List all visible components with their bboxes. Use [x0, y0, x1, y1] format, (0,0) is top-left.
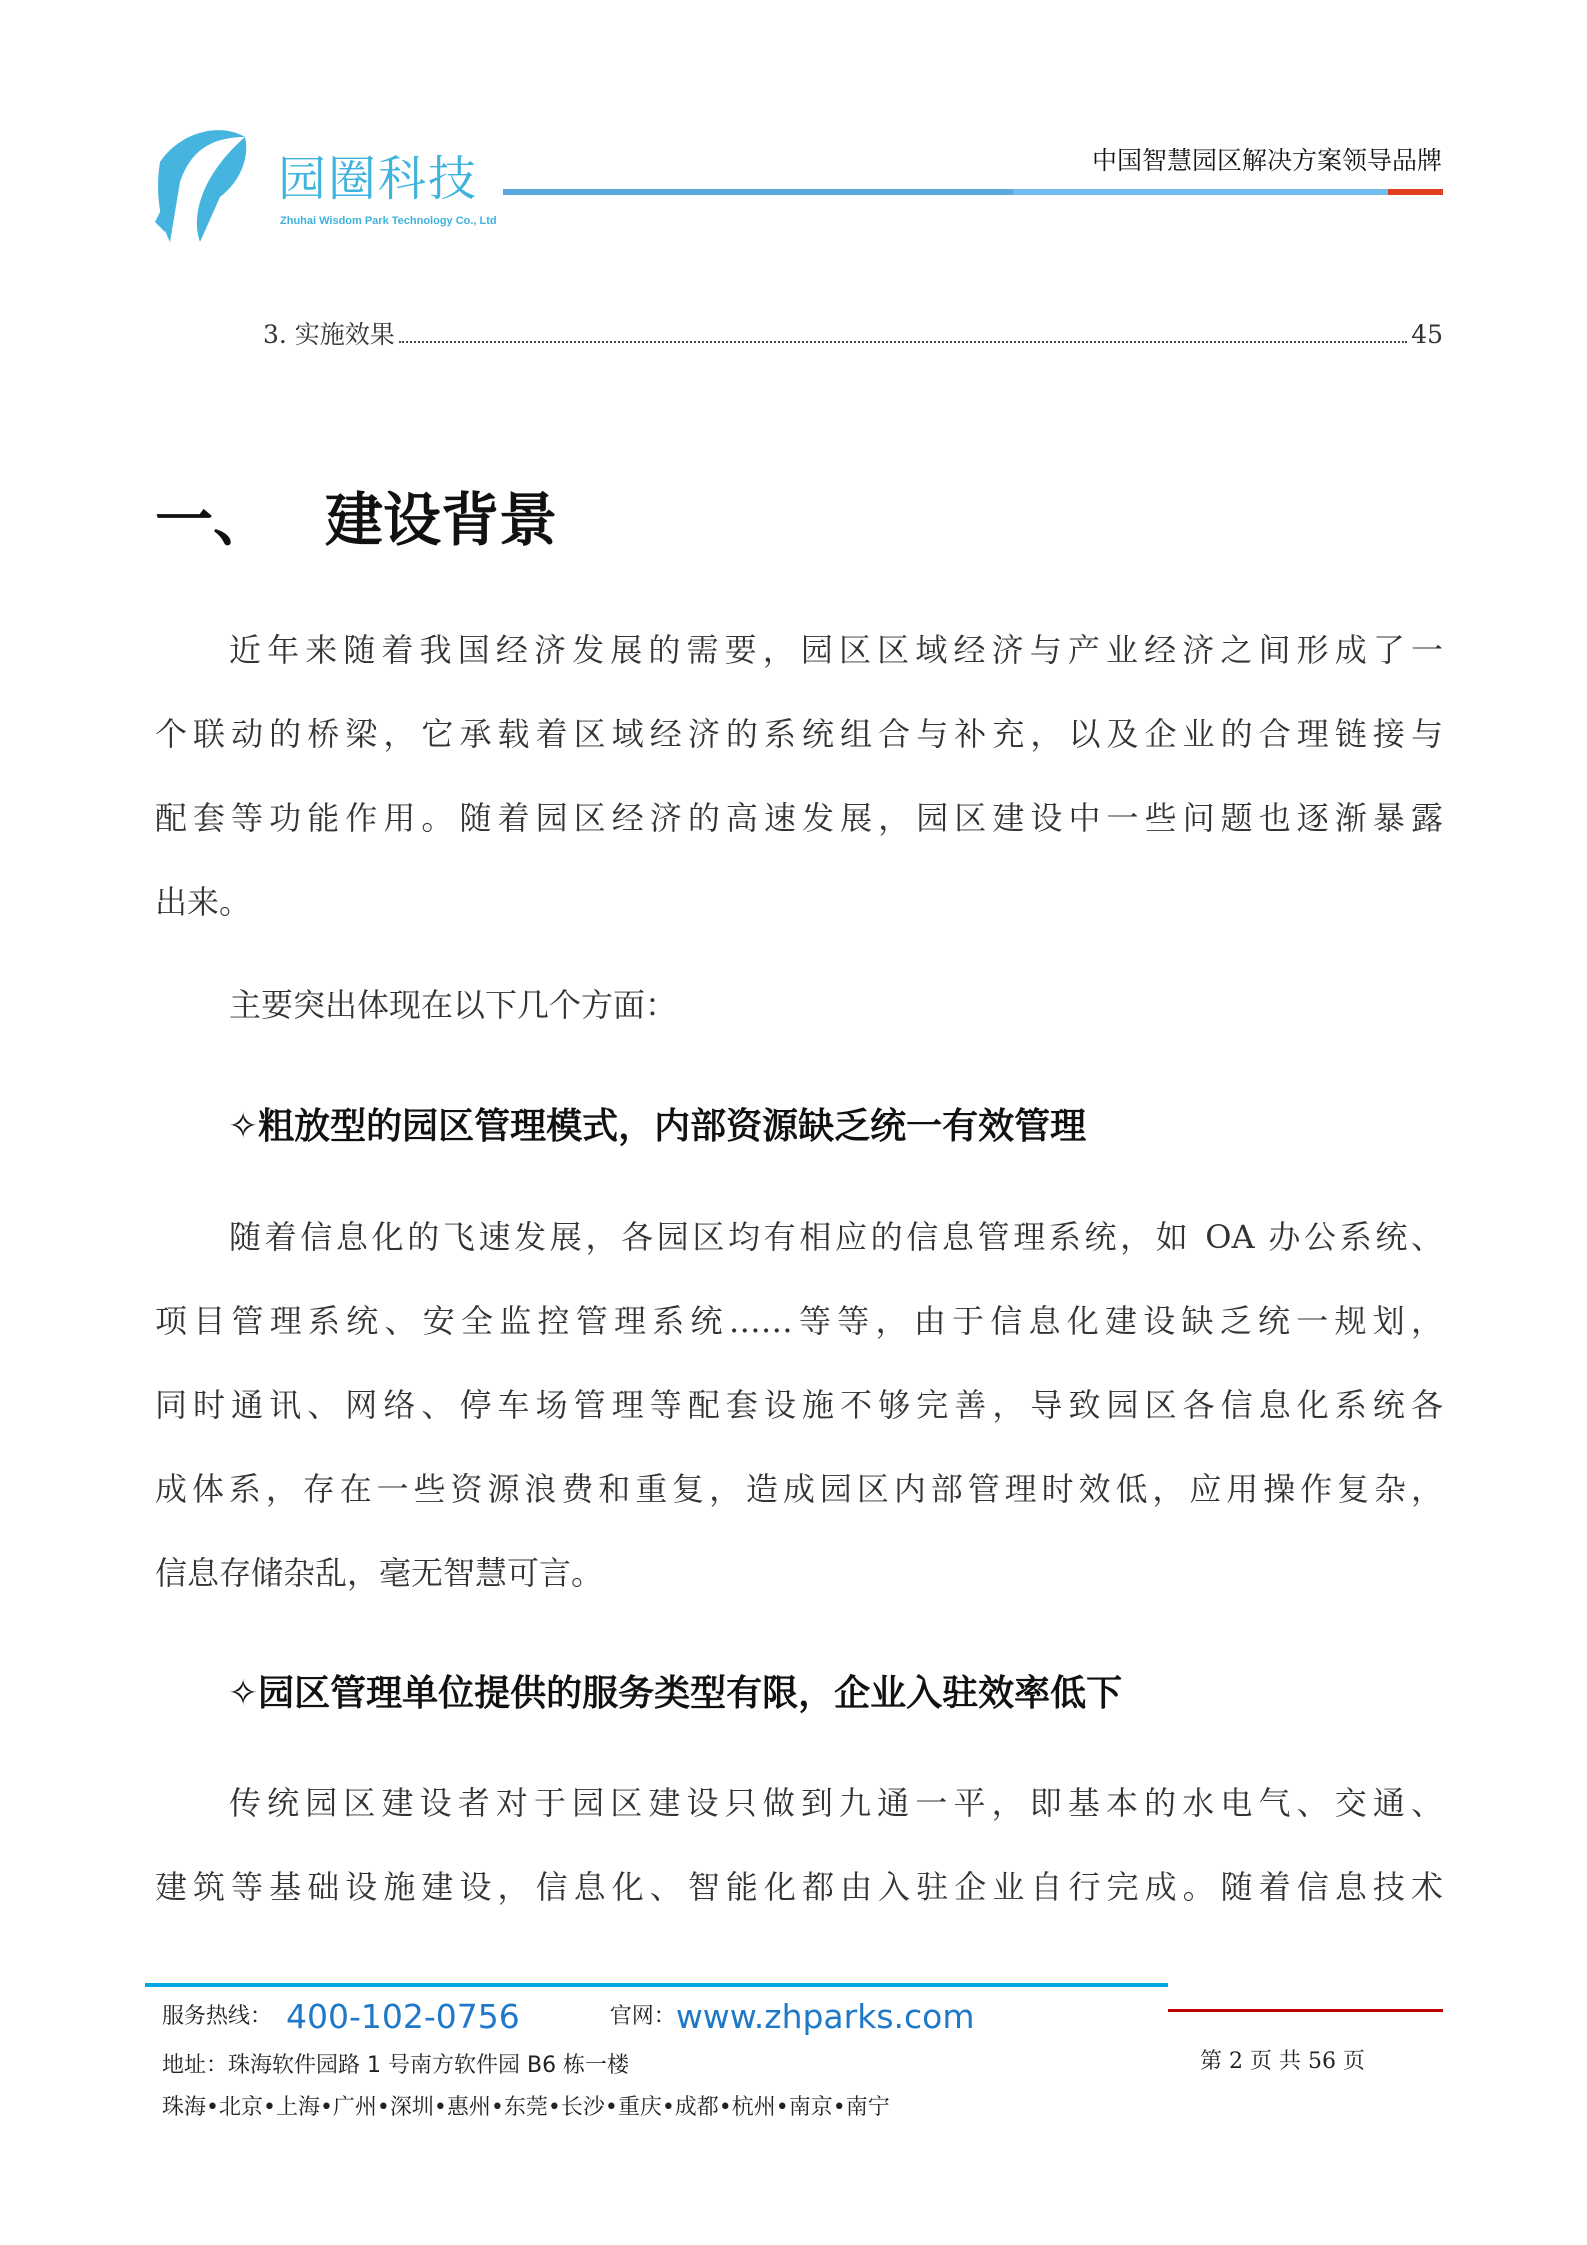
paragraph-services [155, 1761, 1443, 1929]
website-link[interactable]: www.zhparks.com [675, 1997, 975, 2036]
toc-leader [399, 341, 1407, 343]
hotline-number[interactable]: 400-102-0756 [286, 1997, 520, 2036]
footer-rule-red [1168, 2009, 1443, 2012]
text-line: 传统园区建设者对于园区建设只做到九通一平，即基本的水电气、交通、 [229, 1784, 1443, 1822]
section-heading [155, 485, 557, 555]
footer-rule-blue [145, 1983, 1168, 1987]
text-line: 同时通讯、网络、停车场管理等配套设施不够完善，导致园区各信息化系统各 [155, 1386, 1443, 1424]
text-line: 近年来随着我国经济发展的需要，园区区域经济与产业经济之间形成了一 [229, 631, 1443, 669]
section-title: 建设背景 [325, 486, 558, 554]
text-line: 个联动的桥梁，它承载着区域经济的系统组合与补充，以及企业的合理链接与 [155, 715, 1443, 753]
section-number: 一、 [155, 486, 272, 554]
subheading-management: ✧粗放型的园区管理模式，内部资源缺乏统一有效管理 [228, 1106, 1087, 1147]
hotline-label: 服务热线： [162, 2004, 273, 2029]
text-line: 建筑等基础设施建设，信息化、智能化都由入驻企业自行完成。随着信息技术 [155, 1868, 1443, 1906]
text-line: 随着信息化的飞速发展，各园区均有相应的信息管理系统，如 OA 办公系统、 [229, 1218, 1443, 1256]
text-line: 出来。 [155, 883, 252, 921]
subheading-services: ✧园区管理单位提供的服务类型有限，企业入驻效率低下 [228, 1673, 1123, 1714]
text-line: 成体系，存在一些资源浪费和重复，造成园区内部管理时效低，应用操作复杂， [155, 1470, 1443, 1508]
header-rule-accent [1388, 189, 1443, 195]
logo-subtitle: Zhuhai Wisdom Park Technology Co., Ltd [280, 215, 497, 227]
text-line: 主要突出体现在以下几个方面： [229, 986, 678, 1024]
paragraph-intro [155, 608, 1443, 944]
toc-entry-label: 3. 实施效果 [263, 320, 395, 349]
paragraph-aspects [155, 963, 1443, 1047]
website-label: 官网： [609, 2004, 676, 2029]
footer-cities: 珠海•北京•上海•广州•深圳•惠州•东莞•长沙•重庆•成都•杭州•南京•南宁 [162, 2095, 890, 2120]
toc-entry[interactable] [263, 320, 1443, 350]
logo-text: 园圈科技 [278, 152, 479, 206]
toc-entry-page: 45 [1411, 320, 1443, 349]
text-line: 信息存储杂乱，毫无智慧可言。 [155, 1554, 604, 1592]
header-rule-light [1013, 189, 1388, 195]
company-logo-icon [150, 122, 260, 247]
header-slogan: 中国智慧园区解决方案领导品牌 [1091, 146, 1442, 175]
page-number: 第 2 页 共 56 页 [1200, 2049, 1365, 2074]
text-line: 配套等功能作用。随着园区经济的高速发展，园区建设中一些问题也逐渐暴露 [155, 799, 1443, 837]
header-rule-dark [503, 189, 1013, 195]
paragraph-management [155, 1195, 1443, 1615]
footer-address: 地址：珠海软件园路 1 号南方软件园 B6 栋一楼 [162, 2053, 630, 2078]
text-line: 项目管理系统、安全监控管理系统……等等，由于信息化建设缺乏统一规划， [155, 1302, 1443, 1340]
